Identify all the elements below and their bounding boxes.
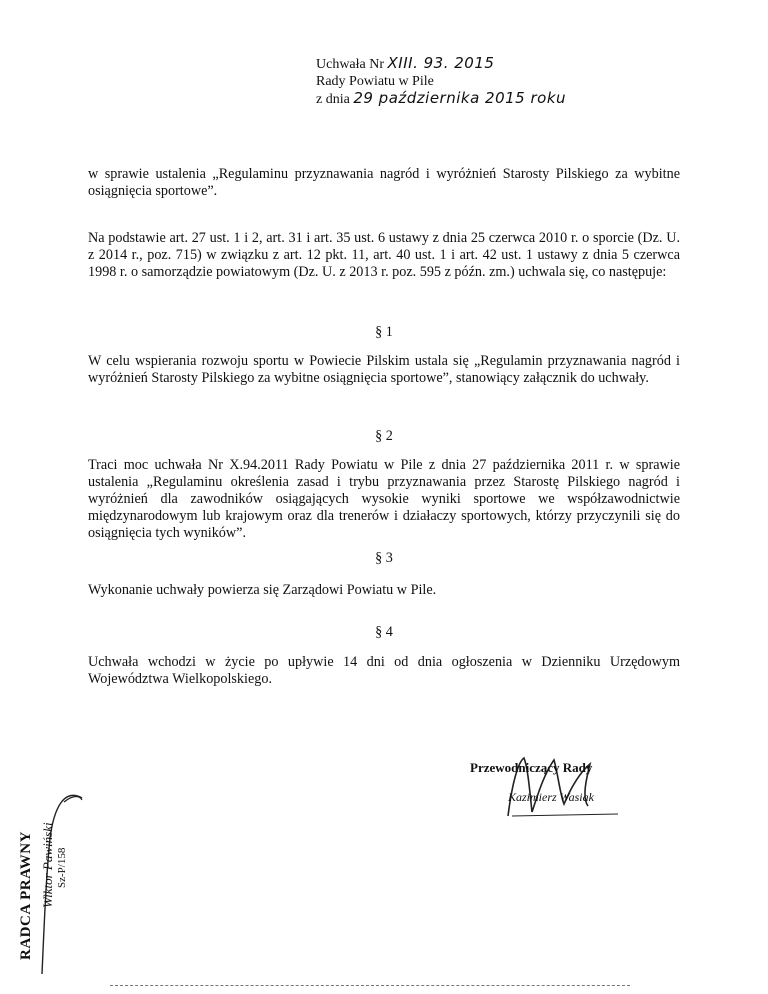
stamp-title: RADCA PRAWNY <box>18 831 34 960</box>
stamp-number: Sz-P/158 <box>56 847 68 888</box>
resolution-date-handwritten: 29 października 2015 roku <box>353 89 567 107</box>
resolution-number-line <box>316 55 566 73</box>
resolution-date-prefix: z dnia <box>316 92 350 107</box>
council-name: Rady Powiatu w Pile <box>316 74 434 89</box>
signature-name: Kazimierz Wasiak <box>508 790 594 804</box>
signature-title: Przewodniczący Rady <box>470 760 593 775</box>
chairman-signature-block <box>468 754 668 824</box>
page-bottom-line <box>110 985 630 987</box>
legal-basis: Na podstawie art. 27 ust. 1 i 2, art. 31 i art. 35 ust. 6 ustawy z dnia 25 czerwca 2010 r. o sporcie (Dz. U. z 2014 r., poz. 715) w związku z art. 12 pkt. 11, art. 40 ust. 1 i art. 42 ust. 1 ustawy z dnia 5 czerwca 1998 r. o samorządzie powiatowym (Dz. U. z 2013 r. poz. 595 z późn. zm.) uchwala się, co następuje: <box>88 230 680 280</box>
section-heading-1: § 1 <box>375 324 393 340</box>
section-heading-2: § 2 <box>375 428 393 444</box>
section-text-2: Traci moc uchwała Nr X.94.2011 Rady Powiatu w Pile z dnia 27 października 2011 r. w sprawie ustalenia „Regulaminu określenia zasad i trybu przyznawania przez Starostę Pilskiego nagród i wyróżnień dla zawodników osiągających wysokie wyniki sportowe we współzawodnictwie międzynarodowym lub krajowym oraz dla trenerów i działaczy sportowych, którzy przyczynili się do osiągnięcia tych wyników”. <box>88 457 680 541</box>
resolution-number-prefix: Uchwała Nr <box>316 57 385 72</box>
resolution-subject: w sprawie ustalenia „Regulaminu przyznawania nagród i wyróżnień Starosty Pilskiego za wybitne osiągnięcia sportowe”. <box>88 166 680 199</box>
stamp-name: Wiktor Pawiński <box>40 822 55 908</box>
section-text-4: Uchwała wchodzi w życie po upływie 14 dni od dnia ogłoszenia w Dzienniku Urzędowym Województwa Wielkopolskiego. <box>88 654 680 687</box>
section-text-3: Wykonanie uchwały powierza się Zarządowi Powiatu w Pile. <box>88 582 437 598</box>
section-text-1: W celu wspierania rozwoju sportu w Powiecie Pilskim ustala się „Regulamin przyznawania nagród i wyróżnień Starosty Pilskiego za wybitne osiągnięcia sportowe”, stanowiący załącznik do uchwały. <box>88 353 680 386</box>
section-heading-4: § 4 <box>375 624 393 640</box>
resolution-date-line <box>316 90 566 108</box>
resolution-header <box>316 55 566 108</box>
resolution-number-handwritten: XIII. 93. 2015 <box>387 54 495 72</box>
section-heading-3: § 3 <box>375 550 393 566</box>
